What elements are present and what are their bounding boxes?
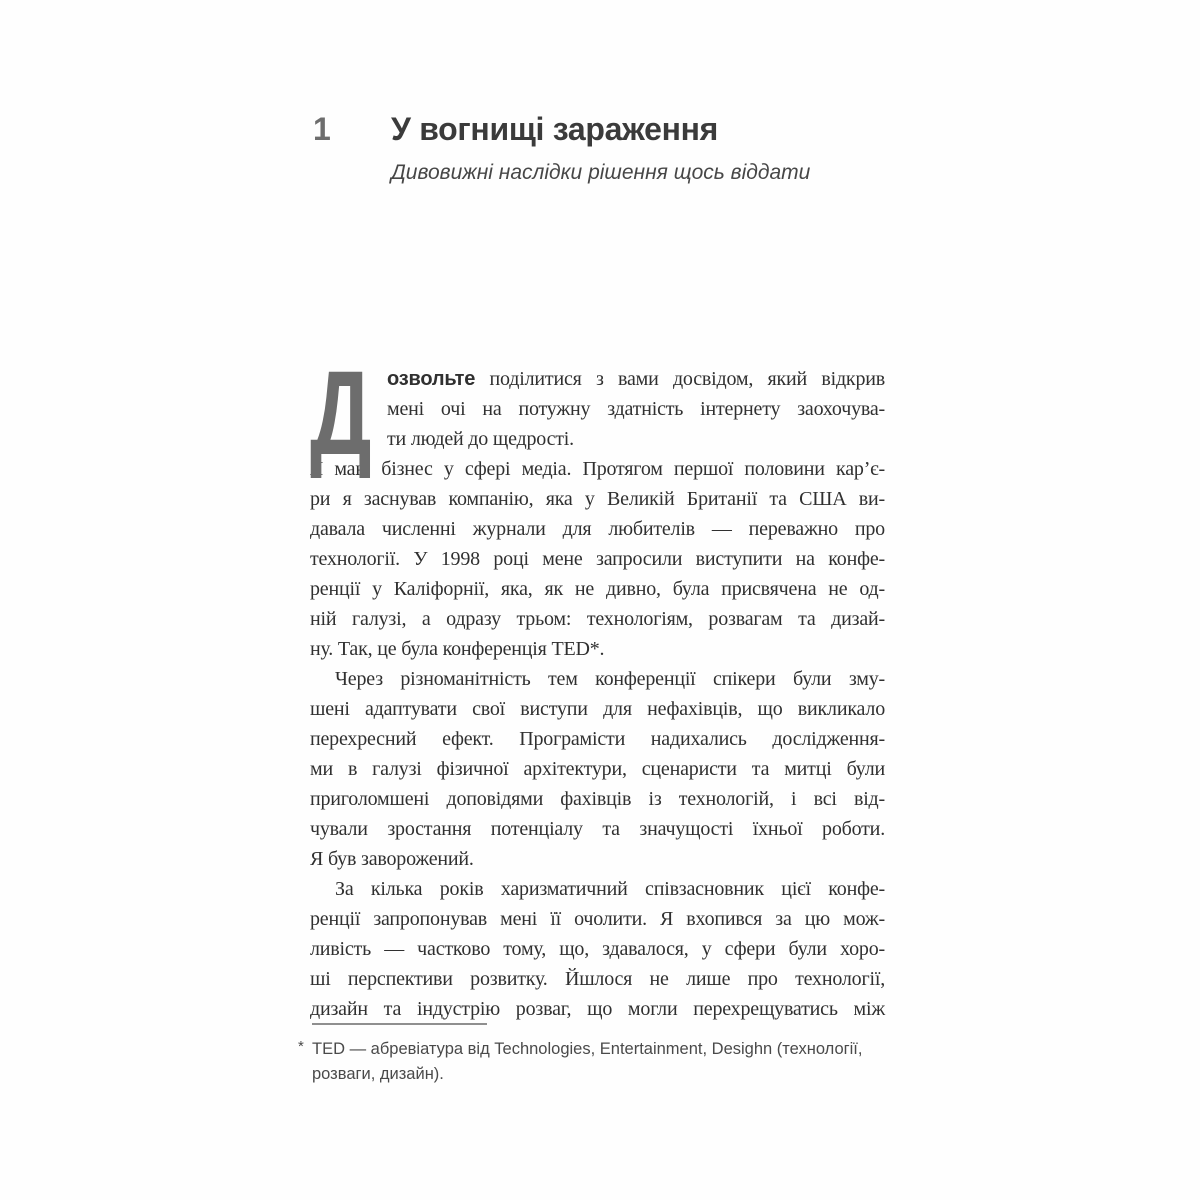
text-line: дизайн та індустрію розваг, що могли перехрещуватись між — [310, 998, 885, 1020]
text-line: ри я заснував компанію, яка у Великій Британії та США ви- — [310, 488, 885, 510]
text-line: ти людей до щедрості. — [387, 428, 574, 450]
text-line: ренції запропонував мені її очолити. Я вхопився за цю мож- — [310, 908, 885, 930]
paragraph-1 — [310, 364, 885, 454]
footnote — [298, 1023, 898, 1087]
text-line: мені очі на потужну здатність інтернету заохочува- — [387, 398, 885, 420]
paragraph-4 — [310, 874, 885, 1024]
chapter-title: У вогнищі зараження — [391, 111, 719, 147]
text-line: ми в галузі фізичної архітектури, сценаристи та митці були — [310, 758, 885, 780]
text-line: ренції у Каліфорнії, яка, як не дивно, була присвячена не од- — [310, 578, 885, 600]
text-line: шені адаптувати свої виступи для нефахівців, що викликало — [310, 698, 885, 720]
footnote-divider — [312, 1023, 487, 1025]
text-line: ші перспективи розвитку. Йшлося не лише про технології, — [310, 968, 885, 990]
footnote-text — [312, 1037, 862, 1087]
text-line-rest: поділитися з вами досвідом, який відкрив — [475, 368, 885, 390]
text-line: Я маю бізнес у сфері медіа. Протягом першої половини кар’є- — [310, 458, 885, 480]
text-line: приголомшені доповідями фахівців із технологій, і всі від- — [310, 788, 885, 810]
text-line: ливість — частково тому, що, здавалося, у сфери були хоро- — [310, 938, 885, 960]
text-line: розваги, дизайн). — [312, 1065, 444, 1083]
text-line: чували зростання потенціалу та значущості їхньої роботи. — [310, 818, 885, 840]
text-line: давала численні журнали для любителів — переважно про — [310, 518, 885, 540]
paragraph-2 — [310, 454, 885, 664]
chapter-header — [313, 112, 810, 185]
text-line: перехресний ефект. Програмісти надихались дослідження- — [310, 728, 885, 750]
dropcap-letter: Д — [310, 346, 372, 480]
paragraph-3 — [310, 664, 885, 874]
text-line: Через різноманітність тем конференції спікери були зму- — [335, 668, 885, 690]
text-line: ну. Так, це була конференція TED*. — [310, 638, 605, 660]
body-text-column — [310, 346, 885, 1024]
text-line: ній галузі, а одразу трьом: технологіям, розвагам та дизай- — [310, 608, 885, 630]
text-line: Я був заворожений. — [310, 848, 474, 870]
chapter-number: 1 — [313, 111, 331, 147]
lead-word: озвольте — [387, 368, 476, 390]
text-line — [387, 364, 885, 394]
text-line: технології. У 1998 році мене запросили виступити на конфе- — [310, 548, 885, 570]
footnote-marker: * — [298, 1038, 304, 1055]
text-line: За кілька років харизматичний співзасновник цієї конфе- — [335, 878, 885, 900]
footnote-row — [298, 1037, 898, 1087]
chapter-title-group — [391, 112, 810, 185]
chapter-subtitle: Дивовижні наслідки рішення щось віддати — [391, 161, 811, 184]
text-line: TED — абревіатура від Technologies, Entertainment, Desighn (технології, — [312, 1040, 863, 1058]
